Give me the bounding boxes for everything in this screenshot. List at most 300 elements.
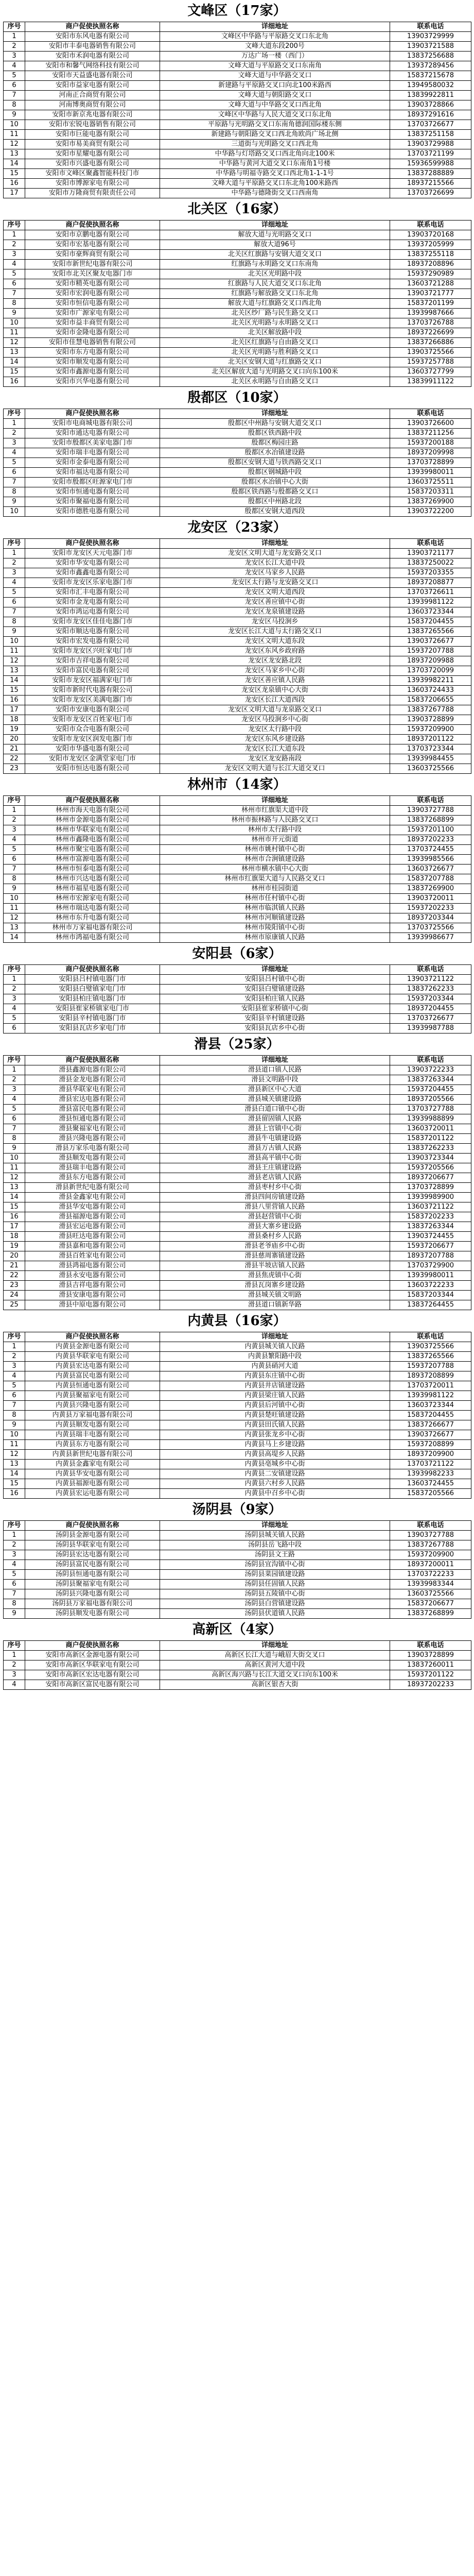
dealer-phone: 13939981122 bbox=[390, 1391, 471, 1401]
dealer-address: 龙安区文明大道东段 bbox=[160, 637, 390, 647]
dealer-address: 滑县新区中心大道 bbox=[160, 1085, 390, 1095]
dealer-phone: 13837250022 bbox=[390, 558, 471, 568]
dealer-phone: 13903725566 bbox=[390, 1342, 471, 1352]
dealer-phone: 13903720011 bbox=[390, 894, 471, 904]
name-header: 商户促使执照名称 bbox=[25, 1641, 160, 1651]
dealer-phone: 13939988899 bbox=[390, 1114, 471, 1124]
dealer-name: 滑县中原电器有限公司 bbox=[25, 1300, 160, 1310]
dealer-name: 安阳市众合电器有限公司 bbox=[25, 725, 160, 735]
table-row bbox=[4, 110, 471, 120]
dealer-address: 滑县道口镇人民路 bbox=[160, 1065, 390, 1075]
dealer-phone: 13903726677 bbox=[390, 637, 471, 647]
table-row bbox=[4, 1489, 471, 1499]
dealer-phone: 18937209900 bbox=[390, 1450, 471, 1460]
dealer-address: 龙安区文明大道与长江大道交叉口 bbox=[160, 764, 390, 774]
dealer-address: 龙安区龙安路南段 bbox=[160, 754, 390, 764]
row-index: 11 bbox=[4, 1440, 25, 1450]
dealer-address: 万达广场一楼（西门） bbox=[160, 52, 390, 61]
row-index: 9 bbox=[4, 1609, 25, 1619]
row-index: 8 bbox=[4, 1599, 25, 1609]
row-index: 11 bbox=[4, 130, 25, 140]
dealer-address: 殷都区铁西路中段 bbox=[160, 429, 390, 438]
dealer-phone: 15937209900 bbox=[390, 725, 471, 735]
dealer-phone: 15837201199 bbox=[390, 299, 471, 309]
dealer-address: 殷都区安钢大道与铁西路交叉口 bbox=[160, 458, 390, 468]
table-row bbox=[4, 367, 471, 377]
row-index: 3 bbox=[4, 1670, 25, 1680]
dealer-name: 安阳市兴华电器有限公司 bbox=[25, 377, 160, 387]
table-row bbox=[4, 100, 471, 110]
dealer-name: 安阳市易美商贸有限公司 bbox=[25, 140, 160, 149]
dealer-name: 安阳市益丰商贸有限公司 bbox=[25, 318, 160, 328]
name-header: 商户促使执照名称 bbox=[25, 409, 160, 419]
dealer-name: 林州市海天电器有限公司 bbox=[25, 806, 160, 816]
dealer-name: 林州市鸿福电器有限公司 bbox=[25, 933, 160, 943]
dealer-name: 安阳市高新区富民电器有限公司 bbox=[25, 1680, 160, 1690]
dealer-phone: 13703721199 bbox=[390, 149, 471, 159]
dealer-address: 林州市桂园街道 bbox=[160, 884, 390, 894]
dealer-phone: 18937209988 bbox=[390, 656, 471, 666]
dealer-phone: 13903721177 bbox=[390, 549, 471, 558]
dealer-name: 安阳市聚福电器有限公司 bbox=[25, 497, 160, 507]
dealer-address: 安阳县白璧镇建设路 bbox=[160, 985, 390, 994]
row-index: 14 bbox=[4, 933, 25, 943]
dealer-phone: 15837205566 bbox=[390, 1489, 471, 1499]
table-row bbox=[4, 558, 471, 568]
dealer-phone: 13903727788 bbox=[390, 806, 471, 816]
row-index: 8 bbox=[4, 100, 25, 110]
dealer-phone: 13837260011 bbox=[390, 1660, 471, 1670]
address-header: 详细地址 bbox=[160, 965, 390, 975]
table-row bbox=[4, 647, 471, 656]
dealer-phone: 18937209998 bbox=[390, 448, 471, 458]
dealer-name: 滑县华安电器有限公司 bbox=[25, 1202, 160, 1212]
table-row bbox=[4, 71, 471, 81]
dealer-address: 林州市横水镇中心大街 bbox=[160, 865, 390, 874]
name-header: 商户促使执照名称 bbox=[25, 965, 160, 975]
phone-header: 联系电话 bbox=[390, 539, 471, 549]
dealer-address: 内黄县马上乡建设路 bbox=[160, 1440, 390, 1450]
dealer-phone: 18937208896 bbox=[390, 260, 471, 269]
table-row bbox=[4, 686, 471, 696]
table-row bbox=[4, 1134, 471, 1144]
phone-header: 联系电话 bbox=[390, 1056, 471, 1065]
district-section bbox=[3, 1310, 471, 1499]
dealer-name: 安阳市金泰电器有限公司 bbox=[25, 458, 160, 468]
table-header-row bbox=[4, 965, 471, 975]
row-index: 4 bbox=[4, 835, 25, 845]
table-row bbox=[4, 1460, 471, 1469]
dealer-phone: 13603725566 bbox=[390, 1589, 471, 1599]
index-header: 序号 bbox=[4, 965, 25, 975]
row-index: 13 bbox=[4, 666, 25, 676]
dealer-phone: 13903726600 bbox=[390, 419, 471, 429]
dealer-phone: 13837256688 bbox=[390, 52, 471, 61]
row-index: 1 bbox=[4, 1651, 25, 1660]
address-header: 详细地址 bbox=[160, 539, 390, 549]
table-row bbox=[4, 1420, 471, 1430]
table-row bbox=[4, 159, 471, 169]
dealer-phone: 13703720011 bbox=[390, 1381, 471, 1391]
dealer-address: 滑县瓦岗寨乡建设路 bbox=[160, 1281, 390, 1291]
dealer-name: 安阳市博源家电有限公司 bbox=[25, 179, 160, 189]
dealer-name: 安阳市恒通电器有限公司 bbox=[25, 487, 160, 497]
dealer-phone: 15837203344 bbox=[390, 1291, 471, 1300]
table-row bbox=[4, 913, 471, 923]
dealer-address: 解放大道96号 bbox=[160, 240, 390, 250]
dealer-address: 北关区解放路中段 bbox=[160, 328, 390, 338]
dealer-address: 文峰区中华路与人民大道交叉口东北角 bbox=[160, 110, 390, 120]
table-row bbox=[4, 598, 471, 607]
dealer-name: 林州市东升电器有限公司 bbox=[25, 913, 160, 923]
dealer-address: 内黄县后河镇中心街 bbox=[160, 1401, 390, 1411]
row-index: 15 bbox=[4, 169, 25, 179]
table-row bbox=[4, 1589, 471, 1599]
row-index: 13 bbox=[4, 348, 25, 358]
dealer-address: 殷都区水冶镇建设路 bbox=[160, 448, 390, 458]
address-header: 详细地址 bbox=[160, 409, 390, 419]
row-index: 10 bbox=[4, 1430, 25, 1440]
dealer-phone: 15837215678 bbox=[390, 71, 471, 81]
dealer-phone: 15837203311 bbox=[390, 487, 471, 497]
dealer-name: 安阳市豪辉商贸有限公司 bbox=[25, 250, 160, 260]
table-row bbox=[4, 806, 471, 816]
row-index: 4 bbox=[4, 1095, 25, 1105]
dealer-phone: 15837201122 bbox=[390, 1134, 471, 1144]
dealer-name: 安阳市龙安区金满堂家电门市 bbox=[25, 754, 160, 764]
dealer-phone: 18937200011 bbox=[390, 1560, 471, 1570]
table-row bbox=[4, 1024, 471, 1033]
row-index: 13 bbox=[4, 1183, 25, 1193]
dealer-phone: 15937201100 bbox=[390, 825, 471, 835]
dealer-name: 滑县顺发电器有限公司 bbox=[25, 1154, 160, 1163]
phone-header: 联系电话 bbox=[390, 1521, 471, 1531]
dealer-address: 滑县王庄镇建设路 bbox=[160, 1163, 390, 1173]
row-index: 12 bbox=[4, 1173, 25, 1183]
dealer-address: 殷都区梅园庄路 bbox=[160, 438, 390, 448]
table-row bbox=[4, 1560, 471, 1570]
table-row bbox=[4, 715, 471, 725]
table-row bbox=[4, 1540, 471, 1550]
row-index: 15 bbox=[4, 1202, 25, 1212]
row-index: 5 bbox=[4, 1381, 25, 1391]
dealer-address: 红旗路与人民大道交叉口东北角 bbox=[160, 279, 390, 289]
dealer-name: 安阳市万隆商贸有限责任公司 bbox=[25, 189, 160, 198]
row-index: 5 bbox=[4, 845, 25, 855]
table-row bbox=[4, 933, 471, 943]
dealer-phone: 13903721777 bbox=[390, 289, 471, 299]
table-row bbox=[4, 1251, 471, 1261]
table-row bbox=[4, 169, 471, 179]
row-index: 2 bbox=[4, 1540, 25, 1550]
dealer-address: 滑县八里营镇人民路 bbox=[160, 1202, 390, 1212]
row-index: 7 bbox=[4, 865, 25, 874]
row-index: 20 bbox=[4, 735, 25, 744]
dealer-table bbox=[3, 795, 471, 943]
dealer-name: 滑县百姓家电有限公司 bbox=[25, 1251, 160, 1261]
table-row bbox=[4, 1550, 471, 1560]
dealer-name: 安阳市金隆电器有限公司 bbox=[25, 328, 160, 338]
dealer-address: 滑县慈周寨镇建设路 bbox=[160, 1251, 390, 1261]
table-row bbox=[4, 299, 471, 309]
dealer-name: 林州市华联家电有限公司 bbox=[25, 825, 160, 835]
row-index: 1 bbox=[4, 32, 25, 42]
dealer-phone: 13939982233 bbox=[390, 1469, 471, 1479]
dealer-phone: 13703723344 bbox=[390, 744, 471, 754]
table-row bbox=[4, 1300, 471, 1310]
dealer-address: 汤阴县白营镇建设路 bbox=[160, 1599, 390, 1609]
table-row bbox=[4, 627, 471, 637]
row-index: 3 bbox=[4, 568, 25, 578]
dealer-name: 安阳市龙安区福满家电门市 bbox=[25, 676, 160, 686]
dealer-phone: 13939982211 bbox=[390, 676, 471, 686]
index-header: 序号 bbox=[4, 221, 25, 230]
table-row bbox=[4, 179, 471, 189]
row-index: 1 bbox=[4, 1065, 25, 1075]
dealer-phone: 15937208899 bbox=[390, 1440, 471, 1450]
dealer-name: 林州市鑫隆电器有限公司 bbox=[25, 835, 160, 845]
dealer-phone: 15937209900 bbox=[390, 1550, 471, 1560]
dealer-name: 安阳市高新区华联家电有限公司 bbox=[25, 1660, 160, 1670]
dealer-address: 三道街与光明路交叉口西北角 bbox=[160, 140, 390, 149]
dealer-address: 北关区安钢大道与红旗路交叉口 bbox=[160, 358, 390, 367]
table-row bbox=[4, 1095, 471, 1105]
address-header: 详细地址 bbox=[160, 796, 390, 806]
dealer-address: 内黄县硝河大道 bbox=[160, 1362, 390, 1371]
phone-header: 联系电话 bbox=[390, 409, 471, 419]
dealer-phone: 13603723344 bbox=[390, 607, 471, 617]
table-row bbox=[4, 1401, 471, 1411]
dealer-name: 安阳市殷都区旺源家电门市 bbox=[25, 478, 160, 487]
district-title: 林州市（14家） bbox=[187, 777, 287, 792]
dealer-address: 滑县万古镇人民路 bbox=[160, 1144, 390, 1154]
dealer-address: 龙安区长江大道西段 bbox=[160, 696, 390, 705]
table-row bbox=[4, 1381, 471, 1391]
table-row bbox=[4, 81, 471, 91]
table-row bbox=[4, 549, 471, 558]
dealer-name: 汤阴县华联家电有限公司 bbox=[25, 1540, 160, 1550]
row-index: 6 bbox=[4, 1114, 25, 1124]
dealer-name: 滑县东方电器有限公司 bbox=[25, 1173, 160, 1183]
dealer-address: 内黄县楚旺镇建设路 bbox=[160, 1411, 390, 1420]
table-row bbox=[4, 52, 471, 61]
table-row bbox=[4, 607, 471, 617]
table-row bbox=[4, 617, 471, 627]
row-index: 23 bbox=[4, 764, 25, 774]
dealer-address: 滑县牛屯镇建设路 bbox=[160, 1134, 390, 1144]
dealer-phone: 13903728899 bbox=[390, 1651, 471, 1660]
dealer-phone: 13903729988 bbox=[390, 140, 471, 149]
dealer-address: 汤阴县宜沟镇中心街 bbox=[160, 1560, 390, 1570]
district-title: 文峰区（17家） bbox=[187, 3, 287, 19]
name-header: 商户促使执照名称 bbox=[25, 796, 160, 806]
dealer-address: 北关区红旗路与安钢大道交叉口 bbox=[160, 250, 390, 260]
district-section bbox=[3, 1033, 471, 1310]
dealer-name: 安阳市和馨气网络科技有限公司 bbox=[25, 61, 160, 71]
row-index: 4 bbox=[4, 1680, 25, 1690]
dealer-name: 滑县宏运电器有限公司 bbox=[25, 1222, 160, 1232]
dealer-phone: 13603726677 bbox=[390, 865, 471, 874]
row-index: 24 bbox=[4, 1291, 25, 1300]
dealer-address: 龙安区善应镇人民路 bbox=[160, 676, 390, 686]
dealer-phone: 13939986677 bbox=[390, 933, 471, 943]
table-row bbox=[4, 865, 471, 874]
table-row bbox=[4, 1114, 471, 1124]
dealer-name: 内黄县金源电器有限公司 bbox=[25, 1342, 160, 1352]
dealer-phone: 13703725566 bbox=[390, 923, 471, 933]
dealer-name: 安阳市安康电器有限公司 bbox=[25, 705, 160, 715]
row-index: 19 bbox=[4, 1242, 25, 1251]
dealer-address: 平原路与光明路交叉口东南角德润国际楼东侧 bbox=[160, 120, 390, 130]
table-row bbox=[4, 149, 471, 159]
dealer-name: 安阳市广源家电有限公司 bbox=[25, 309, 160, 318]
district-section bbox=[3, 517, 471, 774]
dealer-name: 滑县金鑫家电有限公司 bbox=[25, 1193, 160, 1202]
dealer-name: 安阳市兴盛电器有限公司 bbox=[25, 159, 160, 169]
row-index: 1 bbox=[4, 975, 25, 985]
district-section bbox=[3, 1619, 471, 1690]
district-title: 安阳县（6家） bbox=[192, 946, 282, 961]
dealer-phone: 13939984455 bbox=[390, 754, 471, 764]
row-index: 7 bbox=[4, 91, 25, 100]
dealer-address: 北关区光明路与胜利路交叉口 bbox=[160, 348, 390, 358]
dealer-address: 龙安区太行路中段 bbox=[160, 725, 390, 735]
dealer-name: 安阳市德胜电器有限公司 bbox=[25, 507, 160, 517]
dealer-name: 安阳市宏润电器有限公司 bbox=[25, 289, 160, 299]
dealer-phone: 13603723344 bbox=[390, 1401, 471, 1411]
dealer-name: 安阳市新时代电器有限公司 bbox=[25, 686, 160, 696]
dealer-phone: 13603725566 bbox=[390, 764, 471, 774]
dealer-phone: 13703726677 bbox=[390, 1014, 471, 1024]
dealer-name: 汤阴县万家福电器有限公司 bbox=[25, 1599, 160, 1609]
row-index: 21 bbox=[4, 744, 25, 754]
dealer-name: 内黄县新世纪电器有限公司 bbox=[25, 1450, 160, 1460]
dealer-address: 殷都区安钢大道西段 bbox=[160, 507, 390, 517]
index-header: 序号 bbox=[4, 409, 25, 419]
dealer-phone: 15937207788 bbox=[390, 1362, 471, 1371]
dealer-address: 内黄县城关镇人民路 bbox=[160, 1342, 390, 1352]
dealer-name: 安阳市宏发电器有限公司 bbox=[25, 637, 160, 647]
table-header-row bbox=[4, 409, 471, 419]
table-row bbox=[4, 816, 471, 825]
dealer-address: 滑县桑村乡人民路 bbox=[160, 1232, 390, 1242]
dealer-phone: 13603727799 bbox=[390, 367, 471, 377]
name-header: 商户促使执照名称 bbox=[25, 22, 160, 32]
dealer-phone: 15937203344 bbox=[390, 994, 471, 1004]
address-header: 详细地址 bbox=[160, 22, 390, 32]
dealer-phone: 13603725511 bbox=[390, 478, 471, 487]
dealer-name: 安阳市龙安区美满电器门市 bbox=[25, 696, 160, 705]
dealer-table bbox=[3, 1332, 471, 1499]
dealer-table bbox=[3, 1520, 471, 1619]
table-row bbox=[4, 240, 471, 250]
table-row bbox=[4, 735, 471, 744]
dealer-address: 滑县城关镇文明路 bbox=[160, 1291, 390, 1300]
dealer-phone: 13703727788 bbox=[390, 1105, 471, 1114]
dealer-address: 内黄县张龙乡中心街 bbox=[160, 1430, 390, 1440]
dealer-address: 文峰大道与朝阳路交叉口 bbox=[160, 91, 390, 100]
dealer-name: 安阳市金龙电器有限公司 bbox=[25, 598, 160, 607]
dealer-address: 殷都区铁西路与殷都路交叉口 bbox=[160, 487, 390, 497]
index-header: 序号 bbox=[4, 1056, 25, 1065]
dealer-name: 内黄县宏运电器有限公司 bbox=[25, 1489, 160, 1499]
dealer-name: 安阳市巨能电器有限公司 bbox=[25, 130, 160, 140]
table-row bbox=[4, 1193, 471, 1202]
dealer-address: 滑县大寨乡建设路 bbox=[160, 1222, 390, 1232]
table-row bbox=[4, 269, 471, 279]
dealer-address: 内黄县东庄镇中心街 bbox=[160, 1371, 390, 1381]
dealer-name: 内黄县富民电器有限公司 bbox=[25, 1371, 160, 1381]
phone-header: 联系电话 bbox=[390, 1332, 471, 1342]
dealer-name: 安阳市高新区宏达电器有限公司 bbox=[25, 1670, 160, 1680]
dealer-name: 安阳市文峰区聚鑫智能科技门市 bbox=[25, 169, 160, 179]
dealer-name: 安阳市北关区聚友电器门市 bbox=[25, 269, 160, 279]
table-row bbox=[4, 289, 471, 299]
index-header: 序号 bbox=[4, 1521, 25, 1531]
phone-header: 联系电话 bbox=[390, 796, 471, 806]
dealer-name: 汤阴县金源电器有限公司 bbox=[25, 1531, 160, 1540]
row-index: 6 bbox=[4, 855, 25, 865]
dealer-phone: 18937208877 bbox=[390, 578, 471, 588]
table-row bbox=[4, 1105, 471, 1114]
table-row bbox=[4, 1222, 471, 1232]
row-index: 8 bbox=[4, 874, 25, 884]
dealer-name: 林州市聚宝电器有限公司 bbox=[25, 845, 160, 855]
dealer-address: 红旗路与永明路交叉口东南角 bbox=[160, 260, 390, 269]
dealer-address: 龙安区文明大道与龙安路交叉口 bbox=[160, 549, 390, 558]
dealer-address: 滑县四间房镇建设路 bbox=[160, 1193, 390, 1202]
table-header-row bbox=[4, 1332, 471, 1342]
dealer-phone: 15937201122 bbox=[390, 1670, 471, 1680]
table-row bbox=[4, 884, 471, 894]
dealer-phone: 15937205566 bbox=[390, 1163, 471, 1173]
row-index: 8 bbox=[4, 1411, 25, 1420]
table-row bbox=[4, 419, 471, 429]
dealer-phone: 13949580032 bbox=[390, 81, 471, 91]
row-index: 7 bbox=[4, 1589, 25, 1599]
table-row bbox=[4, 377, 471, 387]
row-index: 7 bbox=[4, 1401, 25, 1411]
dealer-name: 内黄县聚福家电有限公司 bbox=[25, 1391, 160, 1401]
dealer-address: 林州市任村镇中心街 bbox=[160, 894, 390, 904]
table-row bbox=[4, 1580, 471, 1589]
dealer-address: 滑县高平镇中心街 bbox=[160, 1154, 390, 1163]
dealer-name: 安阳市殷都区美家电器门市 bbox=[25, 438, 160, 448]
table-row bbox=[4, 1371, 471, 1381]
dealer-address: 内黄县高堤乡人民路 bbox=[160, 1450, 390, 1460]
table-header-row bbox=[4, 1056, 471, 1065]
dealer-name: 安阳市顺发电器有限公司 bbox=[25, 358, 160, 367]
row-index: 6 bbox=[4, 81, 25, 91]
table-row bbox=[4, 230, 471, 240]
row-index: 1 bbox=[4, 1531, 25, 1540]
dealer-address: 文峰大道与中华路交叉口西北角 bbox=[160, 100, 390, 110]
dealer-address: 安阳县柏庄镇人民路 bbox=[160, 994, 390, 1004]
district-title: 龙安区（23家） bbox=[187, 520, 287, 535]
row-index: 17 bbox=[4, 1222, 25, 1232]
dealer-name: 林州市瑞达电器有限公司 bbox=[25, 904, 160, 913]
row-index: 4 bbox=[4, 61, 25, 71]
name-header: 商户促使执照名称 bbox=[25, 539, 160, 549]
dealer-name: 滑县金龙电器有限公司 bbox=[25, 1075, 160, 1085]
table-row bbox=[4, 835, 471, 845]
dealer-address: 龙安区长江大道中段 bbox=[160, 558, 390, 568]
row-index: 2 bbox=[4, 42, 25, 52]
dealer-phone: 13939987788 bbox=[390, 1024, 471, 1033]
district-title: 殷都区（10家） bbox=[187, 390, 287, 405]
dealer-address: 汤阴县任固镇人民路 bbox=[160, 1580, 390, 1589]
table-row bbox=[4, 1599, 471, 1609]
